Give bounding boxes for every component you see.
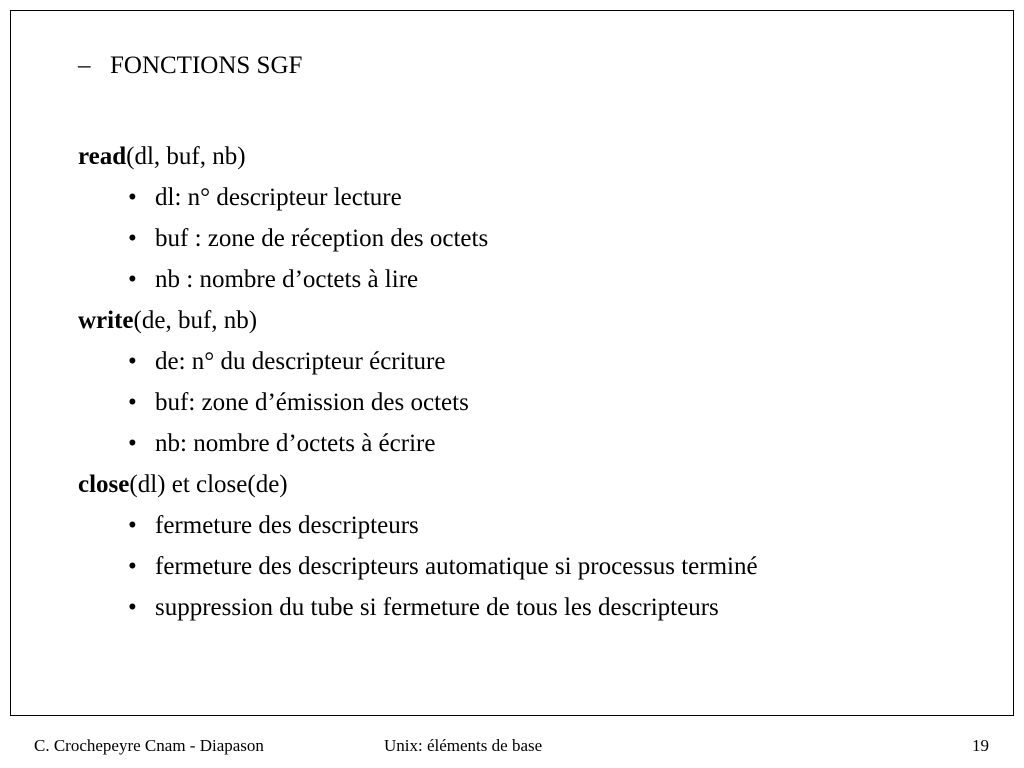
bullet-icon: • — [128, 389, 137, 416]
bullet-icon: • — [128, 430, 137, 457]
bullet-icon: • — [128, 553, 137, 580]
bullet-item — [128, 510, 419, 542]
bullet-text: nb: nombre d’octets à écrire — [155, 430, 436, 457]
bullet-item — [128, 428, 435, 460]
function-args: (dl, buf, nb) — [126, 143, 246, 170]
function-read — [78, 141, 246, 173]
bullet-item — [128, 592, 719, 624]
function-name: close — [78, 471, 130, 498]
bullet-text: dl: n° descripteur lecture — [155, 184, 402, 211]
bullet-icon: • — [128, 184, 137, 211]
bullet-item — [128, 346, 445, 378]
function-name: read — [78, 143, 127, 170]
slide-heading — [78, 50, 302, 82]
function-args: (dl) et close(de) — [129, 471, 288, 498]
function-write — [78, 305, 257, 337]
bullet-icon: • — [128, 225, 137, 252]
bullet-item — [128, 387, 469, 419]
bullet-item — [128, 551, 758, 583]
bullet-text: de: n° du descripteur écriture — [155, 348, 446, 375]
bullet-text: fermeture des descripteurs automatique si processus terminé — [155, 553, 758, 580]
bullet-text: suppression du tube si fermeture de tous les descripteurs — [155, 594, 719, 621]
bullet-item — [128, 264, 418, 296]
bullet-text: buf : zone de réception des octets — [155, 225, 489, 252]
footer-page-number: 19 — [972, 736, 989, 755]
heading-dash: – — [78, 52, 91, 79]
bullet-text: nb : nombre d’octets à lire — [155, 266, 419, 293]
bullet-text: buf: zone d’émission des octets — [155, 389, 469, 416]
footer-title: Unix: éléments de base — [384, 736, 543, 755]
bullet-icon: • — [128, 594, 137, 621]
bullet-item — [128, 182, 402, 214]
bullet-text: fermeture des descripteurs — [155, 512, 419, 539]
bullet-icon: • — [128, 512, 137, 539]
function-args: (de, buf, nb) — [133, 307, 258, 334]
function-close — [78, 469, 288, 501]
bullet-icon: • — [128, 266, 137, 293]
heading-text: FONCTIONS SGF — [110, 52, 303, 79]
footer-author: C. Crochepeyre Cnam - Diapason — [34, 736, 264, 755]
bullet-icon: • — [128, 348, 137, 375]
function-name: write — [78, 307, 134, 334]
bullet-item — [128, 223, 488, 255]
